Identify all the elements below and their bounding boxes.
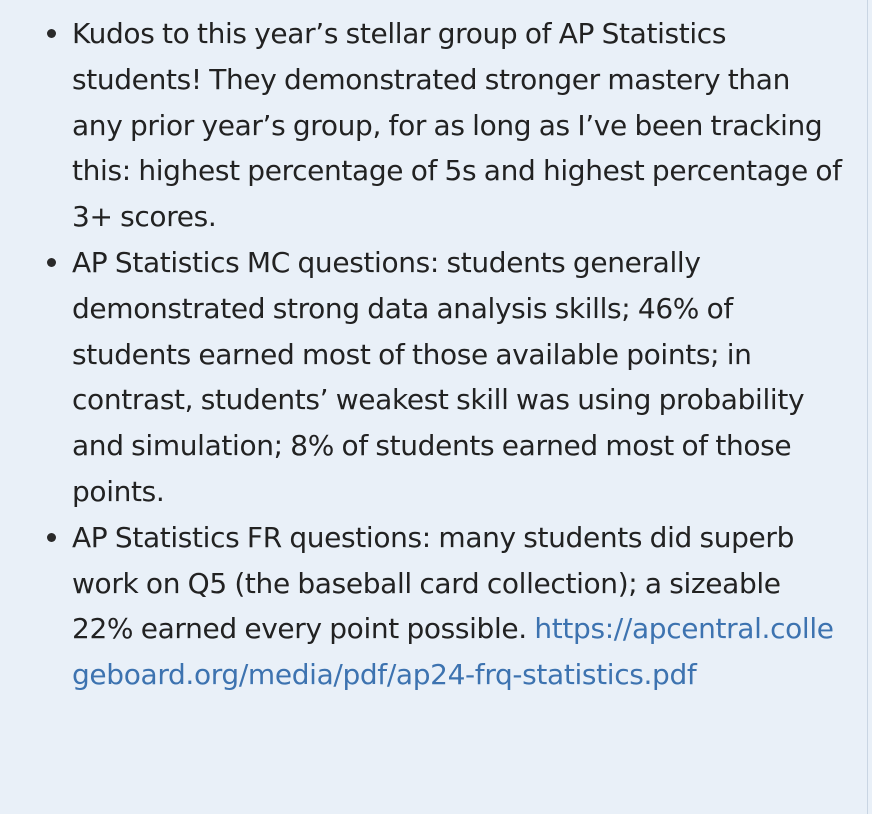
- bullet-item-kudos: [72, 11, 843, 240]
- bullet-text: AP Statistics FR questions: many students did superb work on Q5 (the baseball card collection); a sizeable 22% earned every point possible.: [72, 520, 795, 646]
- bullet-text: Kudos to this year’s stellar group of AP Statistics students! They demonstrated stronger mastery than any prior year’s group, for as long as I’ve been tracking this: highest percentage of 5s and highest percentage of 3+ scores.: [72, 17, 842, 234]
- bullet-item-mc-questions: [72, 240, 843, 515]
- frq-pdf-link[interactable]: https://apcentral.collegeboard.org/media/pdf/ap24-frq-statistics.pdf: [72, 612, 834, 692]
- bullet-text: AP Statistics MC questions: students generally demonstrated strong data analysis skills; 46% of students earned most of those available points; in contrast, students’ weakest skill was using probability and simulation; 8% of students earned most of those points.: [72, 245, 805, 508]
- bullet-item-fr-questions: [72, 515, 843, 698]
